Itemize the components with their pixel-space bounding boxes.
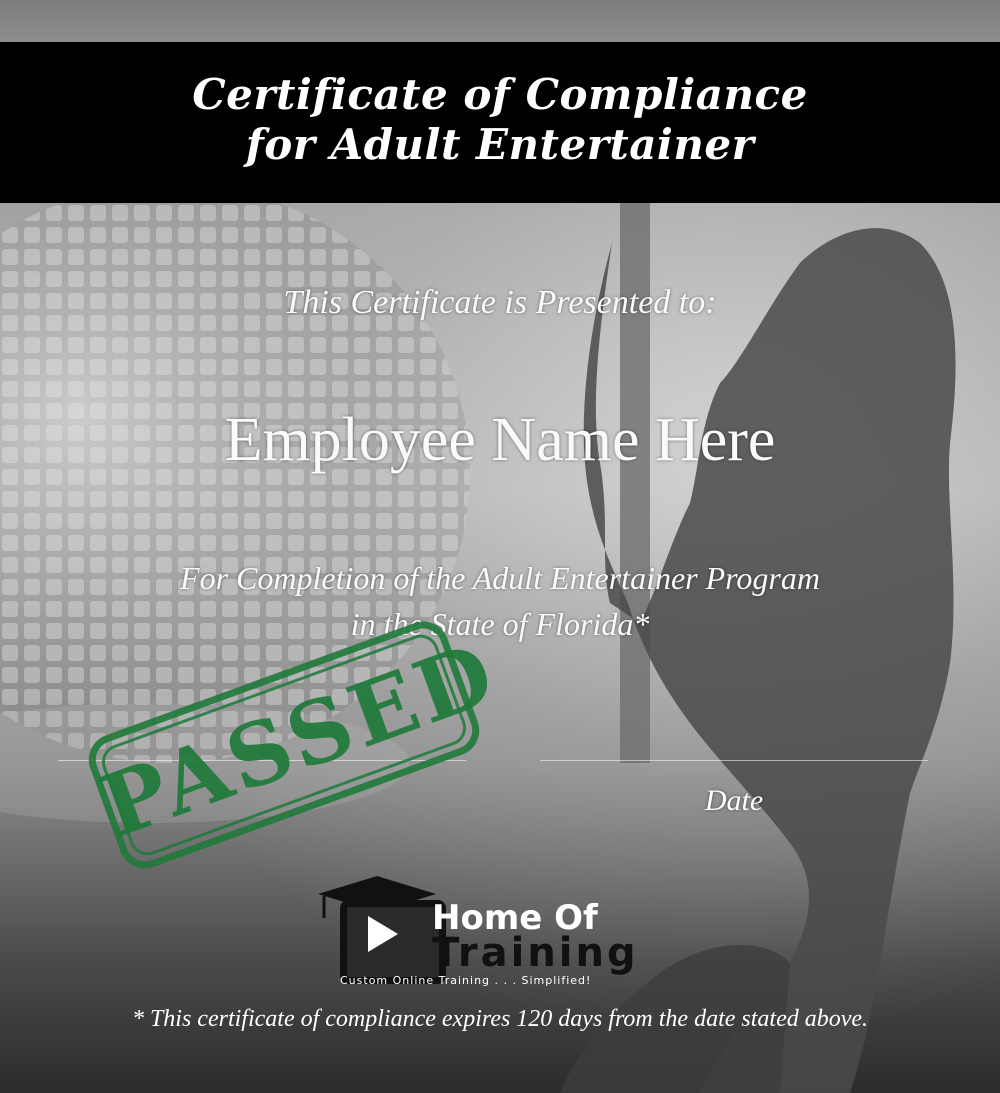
logo-name-line-2: Training [432, 930, 639, 976]
date-line [540, 760, 928, 761]
date-label: Date [704, 784, 764, 817]
top-strip [0, 0, 1000, 42]
expiration-footnote: * This certificate of compliance expires 120 days from the date stated above. [131, 1006, 869, 1032]
home-of-training-logo [312, 872, 648, 990]
employee-name: Employee Name Here [224, 406, 776, 474]
play-icon [368, 916, 398, 952]
logo-tagline: Custom Online Training . . . Simplified! [340, 974, 592, 987]
completion-text-line-2: in the State of Florida* [350, 606, 650, 642]
certificate-title-line-2: for Adult Entertainer [245, 120, 755, 169]
certificate-title-line-1: Certificate of Compliance [192, 70, 808, 119]
presented-to-label: This Certificate is Presented to: [283, 284, 717, 321]
stamp-text: PASSED [88, 622, 510, 858]
logo-name-line-1: Home Of [432, 898, 598, 938]
completion-text-line-1: For Completion of the Adult Entertainer Program [180, 560, 820, 596]
